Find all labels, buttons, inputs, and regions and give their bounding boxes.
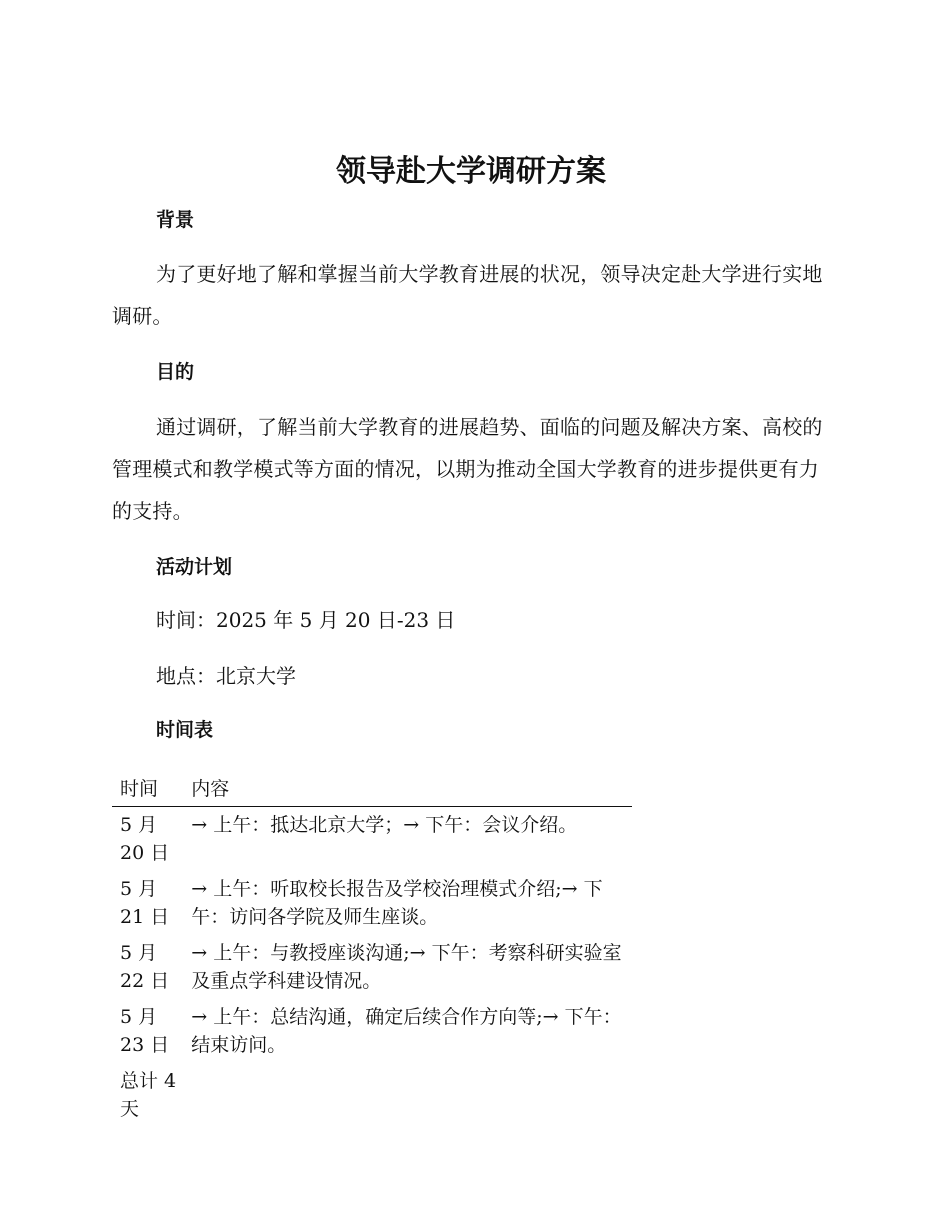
row-content-cell: → 上午：与教授座谈沟通;→ 下午：考察科研实验室及重点学科建设情况。 (191, 942, 622, 992)
table-row (112, 935, 632, 999)
row-content-cell: → 上午：听取校长报告及学校治理模式介绍;→ 下午：访问各学院及师生座谈。 (191, 878, 603, 928)
row-time-cell: 5 月 21 日 (120, 878, 170, 928)
purpose-heading: 目的 (156, 361, 195, 383)
plan-place-line: 地点：北京大学 (156, 664, 296, 688)
document-title: 领导赴大学调研方案 (336, 154, 606, 189)
row-content-cell: → 上午：抵达北京大学；→ 下午：会议介绍。 (191, 814, 578, 836)
column-header-content: 内容 (183, 772, 632, 807)
row-time-cell: 5 月 22 日 (120, 942, 170, 992)
column-header-time: 时间 (112, 772, 183, 807)
table-row (112, 871, 632, 935)
total-cell: 总计 4 天 (120, 1070, 177, 1120)
schedule-heading: 时间表 (156, 719, 214, 741)
purpose-paragraph: 通过调研，了解当前大学教育的进展趋势、面临的问题及解决方案、高校的管理模式和教学模式等方面的情况，以期为推动全国大学教育的进步提供更有力的支持。 (112, 415, 823, 523)
plan-heading: 活动计划 (156, 556, 233, 578)
table-row (112, 999, 632, 1063)
row-time-cell: 5 月 20 日 (120, 814, 170, 864)
plan-time-line: 时间：2025 年 5 月 20 日-23 日 (156, 608, 456, 632)
table-row-total (112, 1063, 632, 1127)
schedule-table (112, 772, 632, 1127)
background-heading: 背景 (156, 209, 195, 231)
schedule-header-row (112, 772, 632, 807)
background-paragraph: 为了更好地了解和掌握当前大学教育进展的状况，领导决定赴大学进行实地调研。 (112, 262, 823, 328)
row-content-cell: → 上午：总结沟通，确定后续合作方向等;→ 下午：结束访问。 (191, 1006, 622, 1056)
total-content-cell (183, 1063, 632, 1127)
row-time-cell: 5 月 23 日 (120, 1006, 170, 1056)
table-row (112, 807, 632, 872)
